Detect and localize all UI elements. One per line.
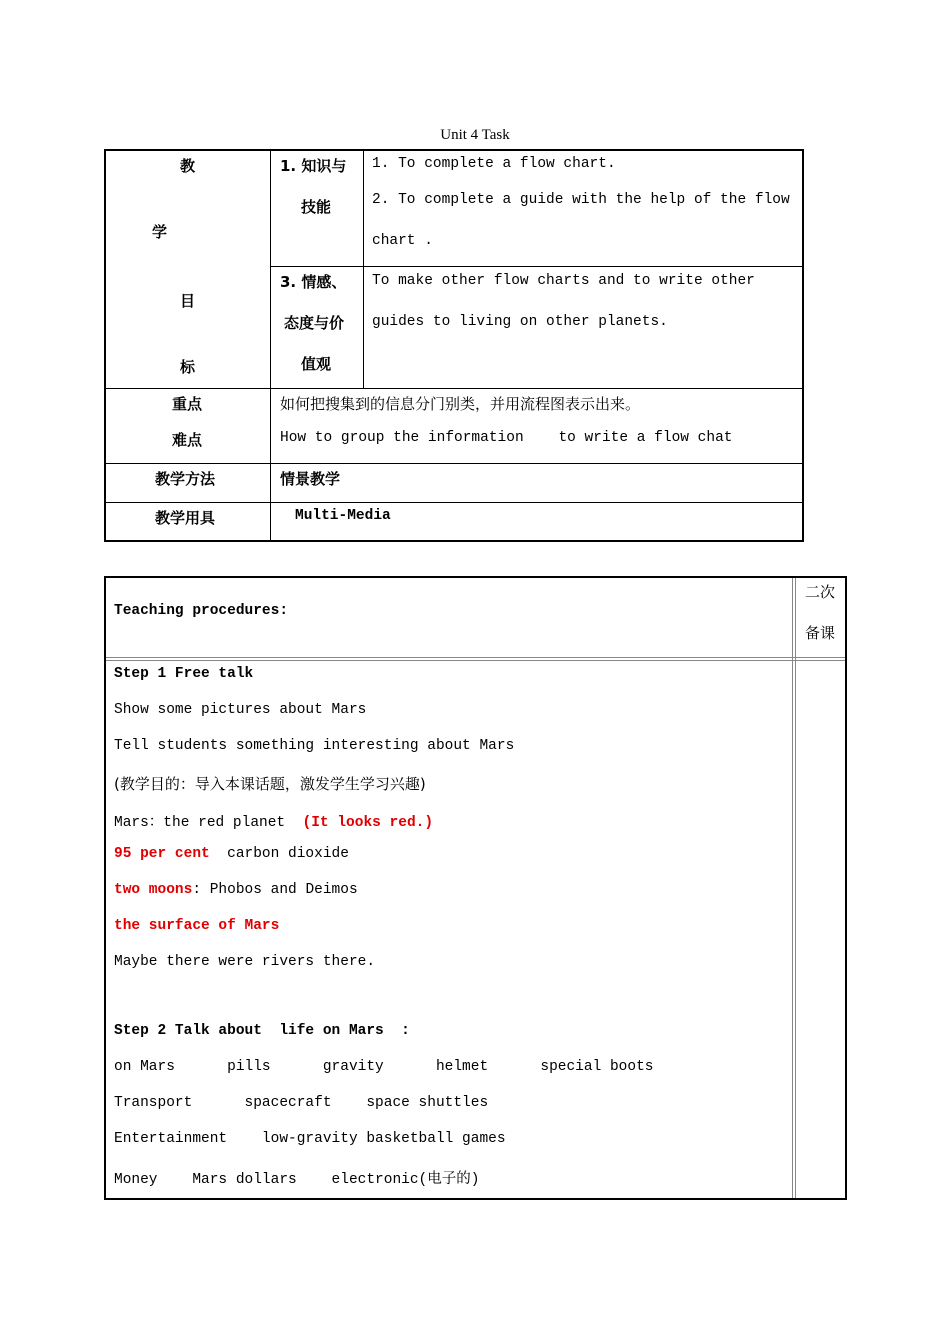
mars-red-note: (It looks red.) (302, 815, 434, 831)
grid-line (795, 578, 796, 1198)
procedures-table (104, 576, 847, 1200)
side-header: 备课 (805, 624, 836, 642)
key-points-label: 难点 (172, 431, 203, 449)
method-value: 情景教学 (280, 470, 341, 488)
grid-line (363, 151, 364, 389)
step2-title: Step 2 Talk about life on Mars : (114, 1023, 410, 1039)
step2-row: Money Mars dollars electronic(电子的) (114, 1172, 480, 1188)
attitude-label: 3. 情感、 (280, 273, 347, 291)
step1-percent-line (114, 846, 349, 862)
attitude-text: guides to living on other planets. (372, 314, 668, 330)
knowledge-item: chart . (372, 233, 433, 249)
method-label: 教学方法 (155, 470, 216, 488)
document-title: Unit 4 Task (440, 127, 510, 143)
attitude-label: 值观 (301, 355, 332, 373)
procedures-header: Teaching procedures: (114, 603, 289, 619)
objectives-label-char: 教 (180, 157, 196, 175)
knowledge-label: 技能 (301, 198, 332, 216)
key-points-text-cn: 如何把搜集到的信息分门别类，并用流程图表示出来。 (280, 395, 641, 413)
grid-line (106, 463, 804, 464)
tools-label: 教学用具 (155, 509, 216, 527)
grid-line (106, 657, 845, 658)
step1-mars-line (114, 810, 433, 831)
objectives-label-char: 目 (180, 292, 196, 310)
step2-row: on Mars pills gravity helmet special boots (114, 1059, 654, 1075)
step1-moons-line (114, 882, 358, 898)
step1-title: Step 1 Free talk (114, 666, 254, 682)
percent-red: 95 per cent (114, 846, 210, 862)
knowledge-item: 1. To complete a flow chart. (372, 156, 616, 172)
tools-value: Multi-Media (295, 508, 391, 524)
grid-line (106, 388, 804, 389)
knowledge-label: 1. 知识与 (280, 157, 347, 175)
step2-row: Transport spacecraft space shuttles (114, 1095, 489, 1111)
attitude-text: To make other flow charts and to write other (372, 273, 755, 289)
grid-line (792, 578, 793, 1198)
step1-purpose: (教学目的：导入本课话题，激发学生学习兴趣) (114, 775, 426, 793)
mars-label: Mars：the red planet (114, 815, 303, 831)
objectives-table (104, 149, 804, 542)
attitude-label: 态度与价 (284, 314, 345, 332)
moons-rest: : Phobos and Deimos (192, 882, 358, 898)
surface-line: the surface of Mars (114, 918, 280, 934)
rivers-line: Maybe there were rivers there. (114, 954, 376, 970)
step2-row: Entertainment low-gravity basketball games (114, 1131, 506, 1147)
key-points-label: 重点 (172, 395, 203, 413)
objectives-label-char: 学 (152, 223, 168, 241)
grid-line (106, 660, 845, 661)
step1-line: Tell students something interesting about Mars (114, 738, 515, 754)
grid-line (270, 151, 271, 540)
moons-red: two moons (114, 882, 193, 898)
grid-line (106, 502, 804, 503)
percent-rest: carbon dioxide (209, 846, 349, 862)
key-points-text-en: How to group the information to write a flow chat (280, 430, 733, 446)
step1-line: Show some pictures about Mars (114, 702, 367, 718)
side-header: 二次 (805, 583, 836, 601)
objectives-label-char: 标 (180, 358, 196, 376)
knowledge-item: 2. To complete a guide with the help of the flow (372, 192, 790, 208)
grid-line (270, 266, 804, 267)
